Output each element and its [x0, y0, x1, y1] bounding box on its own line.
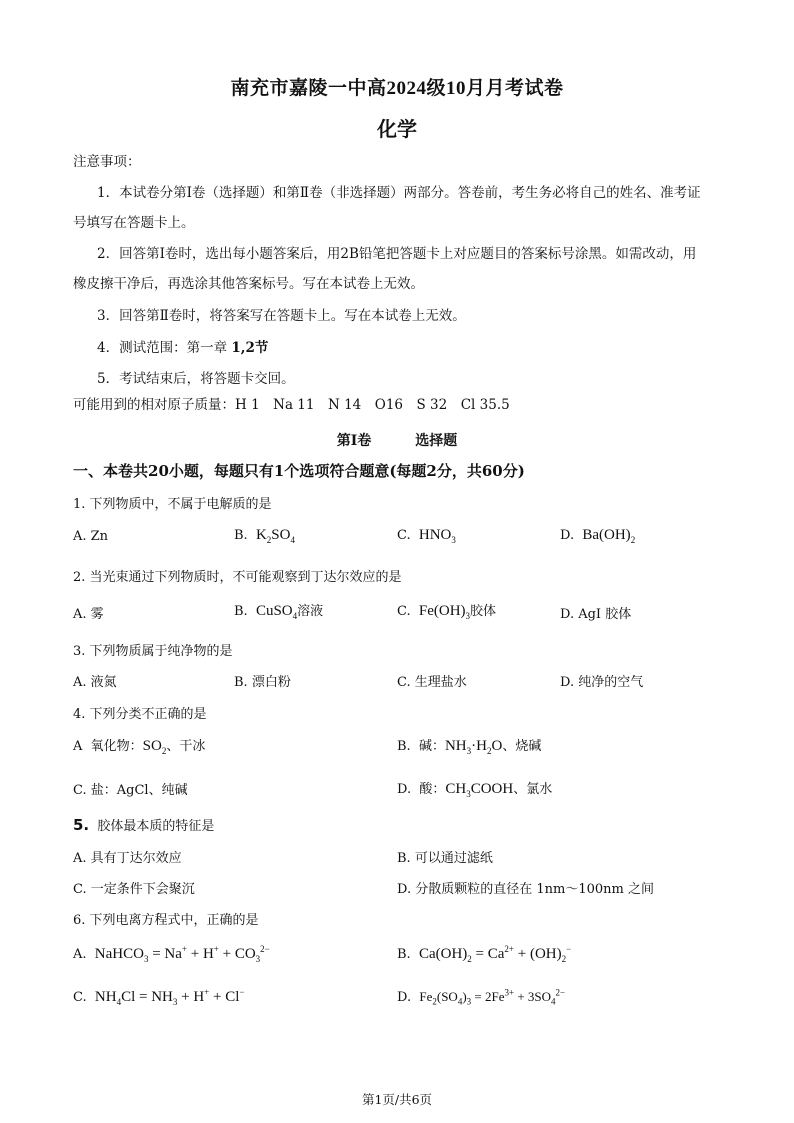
question-5-option-c: C. 一定条件下会聚沉: [73, 882, 195, 897]
part-heading: 一、本卷共20小题，每题只有1个选项符合题意(每题2分，共60分): [73, 462, 525, 480]
question-5-option-b: B. 可以通过滤纸: [397, 851, 493, 866]
notice-item-2: 2．回答第Ⅰ卷时，选出每小题答案后，用2B铅笔把答题卡上对应题目的答案标号涂黑。如需改动，用: [97, 246, 697, 262]
question-3-option-c: C. 生理盐水: [397, 675, 467, 690]
section-label: 第Ⅰ卷: [336, 433, 372, 449]
section-name: 选择题: [415, 433, 458, 449]
question-5-option-d: D. 分散质颗粒的直径在 1nm～100nm 之间: [397, 882, 654, 897]
question-2-option-c: C. $Fe(OH)_3$胶体: [397, 603, 497, 621]
question-4-stem: 4. 下列分类不正确的是: [73, 707, 207, 722]
atomic-masses: 可能用到的相对原子质量：H 1 Na 11 N 14 O16 S 32 Cl 35.5: [73, 397, 510, 413]
formula-ch3cooh: $CH_3COOH$: [445, 781, 514, 799]
equation-caoh2: $Ca(OH)_2 = Ca^{2+} + (OH)_2^-$: [418, 944, 572, 964]
question-6-option-a: A. NaHCO$_3$ = $Na^+ + H^+ + CO_3^{2-}$: [73, 944, 270, 964]
formula-feoh3: $Fe(OH)_3$: [418, 603, 471, 621]
question-5-number: 5.: [73, 816, 90, 834]
question-6-option-c: C. $NH_4Cl = NH_3 + H^+ + Cl^-$: [73, 987, 245, 1007]
notice-heading: 注意事项：: [73, 154, 141, 170]
question-1-option-c: C. $HNO_3$: [397, 527, 456, 545]
formula-baoh2: $Ba(OH)_2$: [582, 527, 636, 545]
equation-nh4cl: $NH_4Cl = NH_3 + H^+ + Cl^-$: [94, 987, 245, 1007]
question-6-option-d: D. $Fe_2(SO_4)_3 = 2Fe^{3+} + 3SO_4^{2-}$: [397, 987, 566, 1007]
notice-item-1: 1．本试卷分第Ⅰ卷（选择题）和第Ⅱ卷（非选择题）两部分。答卷前，考生务必将自己的姓名、准考证: [97, 185, 701, 201]
question-4-option-b: B. 碱：$NH_3\cdot H_2O$、烧碱: [397, 738, 542, 756]
notice-item-4-range: 1,2节: [231, 340, 269, 356]
notice-item-4-prefix: 4．测试范围：第一章: [97, 340, 232, 356]
question-1-option-d: D. $Ba(OH)_2$: [560, 527, 636, 545]
notice-item-4: [97, 339, 268, 357]
notice-item-1-cont: 号填写在答题卡上。: [73, 215, 195, 231]
subject-title: 化学: [377, 119, 417, 141]
formula-nh3h2o: $NH_3\cdot H_2O$: [444, 738, 503, 756]
question-3-option-a: A. 液氮: [73, 675, 117, 690]
question-5-stem: 5. 胶体最本质的特征是: [73, 816, 215, 834]
notice-item-3: 3．回答第Ⅱ卷时，将答案写在答题卡上。写在本试卷上无效。: [97, 308, 466, 324]
question-4-option-a: A 氧化物：$SO_2$、干冰: [73, 738, 206, 756]
section-heading: [0, 430, 794, 450]
equation-nahco3: NaHCO$_3$ = $Na^+ + H^+ + CO_3^{2-}$: [94, 944, 270, 964]
question-6-stem: 6. 下列电离方程式中，正确的是: [73, 913, 259, 928]
question-2-option-d: D. AgI 胶体: [560, 607, 632, 622]
question-3-option-d: D. 纯净的空气: [560, 675, 644, 690]
exam-title: 南充市嘉陵一中高2024级10月月考试卷: [230, 78, 564, 99]
formula-hno3: $HNO_3$: [418, 527, 456, 545]
question-3-option-b: B. 漂白粉: [234, 675, 291, 690]
question-1-stem: 1. 下列物质中，不属于电解质的是: [73, 497, 272, 512]
question-4-option-d: D. 酸：$CH_3COOH$、氯水: [397, 781, 553, 799]
formula-k2so4: $K_2SO_4$: [255, 527, 295, 545]
notice-item-5: 5．考试结束后，将答题卡交回。: [97, 371, 295, 387]
question-1-option-b: B. $K_2SO_4$: [234, 527, 295, 545]
question-2-option-a: A. 雾: [73, 607, 104, 622]
notice-item-2-cont: 橡皮擦干净后，再选涂其他答案标号。写在本试卷上无效。: [73, 276, 424, 292]
question-2-stem: 2. 当光束通过下列物质时，不可能观察到丁达尔效应的是: [73, 570, 402, 585]
page-footer: 第1页/共6页: [361, 1092, 433, 1107]
formula-cuso4: CuSO$_4$: [255, 603, 298, 621]
question-5-option-a: A. 具有丁达尔效应: [73, 851, 182, 866]
question-6-option-b: B. $Ca(OH)_2 = Ca^{2+} + (OH)_2^-$: [397, 944, 572, 964]
question-4-option-c: C. 盐：AgCl、纯碱: [73, 783, 188, 798]
question-1-option-a: A. Zn: [73, 529, 109, 544]
equation-fe2so43: $Fe_2(SO_4)_3 = 2Fe^{3+} + 3SO_4^{2-}$: [419, 987, 566, 1007]
formula-so2: $SO_2$: [142, 738, 167, 756]
question-2-option-b: B. CuSO$_4$溶液: [234, 603, 324, 621]
question-3-stem: 3. 下列物质属于纯净物的是: [73, 644, 233, 659]
